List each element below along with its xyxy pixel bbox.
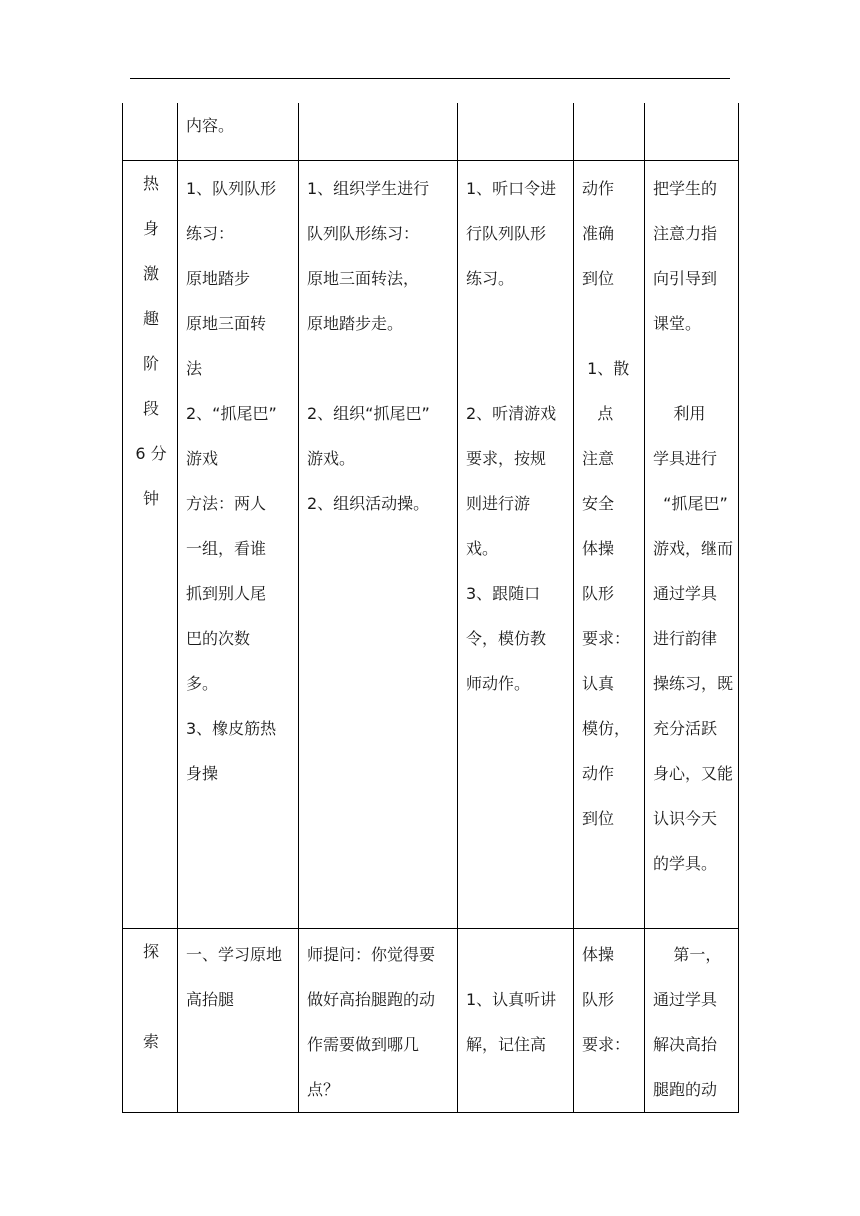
cell-text-line: 注意	[582, 448, 615, 468]
cell-teacher	[299, 928, 458, 1112]
cell-text-line: 利用	[653, 403, 706, 423]
cell-text-line: 2、“抓尾巴”	[186, 403, 277, 423]
cell-text-line: 内容。	[186, 116, 235, 135]
cell-intent	[645, 160, 739, 928]
table-row	[123, 928, 739, 1112]
stage-label-line: 身	[142, 218, 159, 238]
cell-intent	[645, 928, 739, 1112]
header-rule	[130, 78, 730, 79]
cell-content	[178, 103, 299, 160]
cell-text-line	[466, 346, 567, 391]
cell-text-line: 1、散	[582, 358, 630, 378]
cell-text-line: 模仿，	[582, 718, 631, 738]
lesson-plan-table	[122, 103, 739, 1113]
cell-text-line	[582, 301, 638, 346]
stage-label-line: 趣	[142, 308, 159, 328]
cell-text-line: 戏。	[466, 538, 499, 558]
cell-text-line: 腿跑的动	[653, 1079, 718, 1099]
cell-text-line: 作需要做到哪几	[307, 1034, 420, 1054]
cell-text-line: 师动作。	[466, 673, 531, 693]
cell-intent	[645, 103, 739, 160]
cell-text-line: 抓到别人尾	[186, 583, 267, 603]
cell-text-line: 解决高抬	[653, 1034, 718, 1054]
cell-text-line: 准确	[582, 223, 615, 243]
stage-label-line: 6 分	[135, 443, 167, 463]
cell-stage	[123, 160, 178, 928]
cell-text-line	[307, 346, 451, 391]
cell-text-line: 1、组织学生进行	[307, 178, 430, 198]
cell-text-line: 要求：	[582, 628, 631, 648]
cell-text-line: 课堂。	[653, 313, 702, 333]
cell-text-line: 点？	[307, 1079, 340, 1099]
cell-text-line: 点	[582, 403, 614, 423]
cell-text-line: 到位	[582, 268, 615, 288]
cell-text-line: 解，记住高	[466, 1034, 547, 1054]
cell-text-line: 到位	[582, 808, 615, 828]
cell-requirements	[574, 928, 645, 1112]
cell-text-line: 2、组织活动操。	[307, 493, 430, 513]
stage-label-line: 段	[142, 398, 159, 418]
stage-label-line: 钟	[142, 488, 159, 508]
cell-text-line: 法	[186, 358, 203, 378]
cell-text-line: 认真	[582, 673, 615, 693]
cell-student	[458, 103, 574, 160]
stage-label-line: 热	[142, 173, 159, 193]
cell-text-line: 第一，	[653, 944, 722, 964]
cell-requirements	[574, 103, 645, 160]
cell-teacher	[299, 103, 458, 160]
cell-text-line: 做好高抬腿跑的动	[307, 989, 436, 1009]
cell-text-line: “抓尾巴”	[653, 493, 728, 513]
cell-text-line: 方法：两人	[186, 493, 267, 513]
cell-text-line: 则进行游	[466, 493, 531, 513]
stage-label-line: 激	[142, 263, 159, 283]
cell-text-line: 1、认真听讲	[466, 989, 557, 1009]
cell-teacher	[299, 160, 458, 928]
cell-text-line: 原地踏步	[186, 268, 251, 288]
cell-text-line: 要求：	[582, 1034, 631, 1054]
cell-text-line: 通过学具	[653, 583, 718, 603]
cell-stage	[123, 928, 178, 1112]
cell-text-line: 操练习，既	[653, 673, 734, 693]
cell-text-line: 3、跟随口	[466, 583, 541, 603]
cell-text-line: 队形	[582, 989, 615, 1009]
cell-text-line: 师提问：你觉得要	[307, 944, 436, 964]
cell-text-line: 多。	[186, 673, 219, 693]
cell-text-line: 动作	[582, 763, 615, 783]
cell-text-line: 原地三面转	[186, 313, 267, 333]
cell-text-line: 游戏	[186, 448, 219, 468]
cell-text-line: 身心，又能	[653, 763, 734, 783]
cell-text-line: 体操	[582, 944, 615, 964]
cell-text-line: 的学具。	[653, 853, 718, 873]
stage-label-line: 探	[142, 941, 159, 961]
cell-text-line: 队形	[582, 583, 615, 603]
cell-student	[458, 928, 574, 1112]
cell-text-line: 练习。	[466, 268, 515, 288]
cell-text-line: 令，模仿教	[466, 628, 547, 648]
cell-text-line: 2、组织“抓尾巴”	[307, 403, 430, 423]
cell-text-line: 原地踏步走。	[307, 313, 404, 333]
cell-text-line: 游戏，继而	[653, 538, 734, 558]
cell-content	[178, 160, 299, 928]
cell-requirements	[574, 160, 645, 928]
cell-text-line: 向引导到	[653, 268, 718, 288]
cell-text-line: 3、橡皮筋热	[186, 718, 277, 738]
cell-text-line: 学具进行	[653, 448, 718, 468]
stage-label-line: 阶	[142, 353, 159, 373]
cell-text-line: 充分活跃	[653, 718, 718, 738]
cell-text-line: 要求，按规	[466, 448, 547, 468]
cell-text-line: 通过学具	[653, 989, 718, 1009]
stage-label-line: 索	[142, 1031, 159, 1051]
cell-text-line: 高抬腿	[186, 989, 235, 1009]
stage-label-line	[131, 974, 171, 1019]
cell-text-line	[466, 301, 567, 346]
cell-text-line: 安全	[582, 493, 615, 513]
cell-text-line: 身操	[186, 763, 219, 783]
cell-text-line: 巴的次数	[186, 628, 251, 648]
cell-text-line: 原地三面转法，	[307, 268, 420, 288]
cell-text-line: 认识今天	[653, 808, 718, 828]
cell-text-line: 进行韵律	[653, 628, 718, 648]
table-row	[123, 103, 739, 160]
cell-content	[178, 928, 299, 1112]
cell-student	[458, 160, 574, 928]
cell-text-line	[653, 346, 732, 391]
cell-text-line: 游戏。	[307, 448, 356, 468]
cell-text-line: 一组，看谁	[186, 538, 267, 558]
cell-text-line	[466, 932, 567, 977]
cell-text-line: 1、听口令进	[466, 178, 557, 198]
cell-text-line: 把学生的	[653, 178, 718, 198]
cell-text-line: 队列队形练习：	[307, 223, 420, 243]
table-row	[123, 160, 739, 928]
cell-text-line: 动作	[582, 178, 615, 198]
cell-text-line: 注意力指	[653, 223, 718, 243]
cell-text-line: 体操	[582, 538, 615, 558]
cell-text-line: 行队列队形	[466, 223, 547, 243]
cell-text-line: 一、学习原地	[186, 944, 283, 964]
cell-stage	[123, 103, 178, 160]
cell-text-line: 练习：	[186, 223, 235, 243]
cell-text-line: 2、听清游戏	[466, 403, 557, 423]
cell-text-line: 1、队列队形	[186, 178, 277, 198]
